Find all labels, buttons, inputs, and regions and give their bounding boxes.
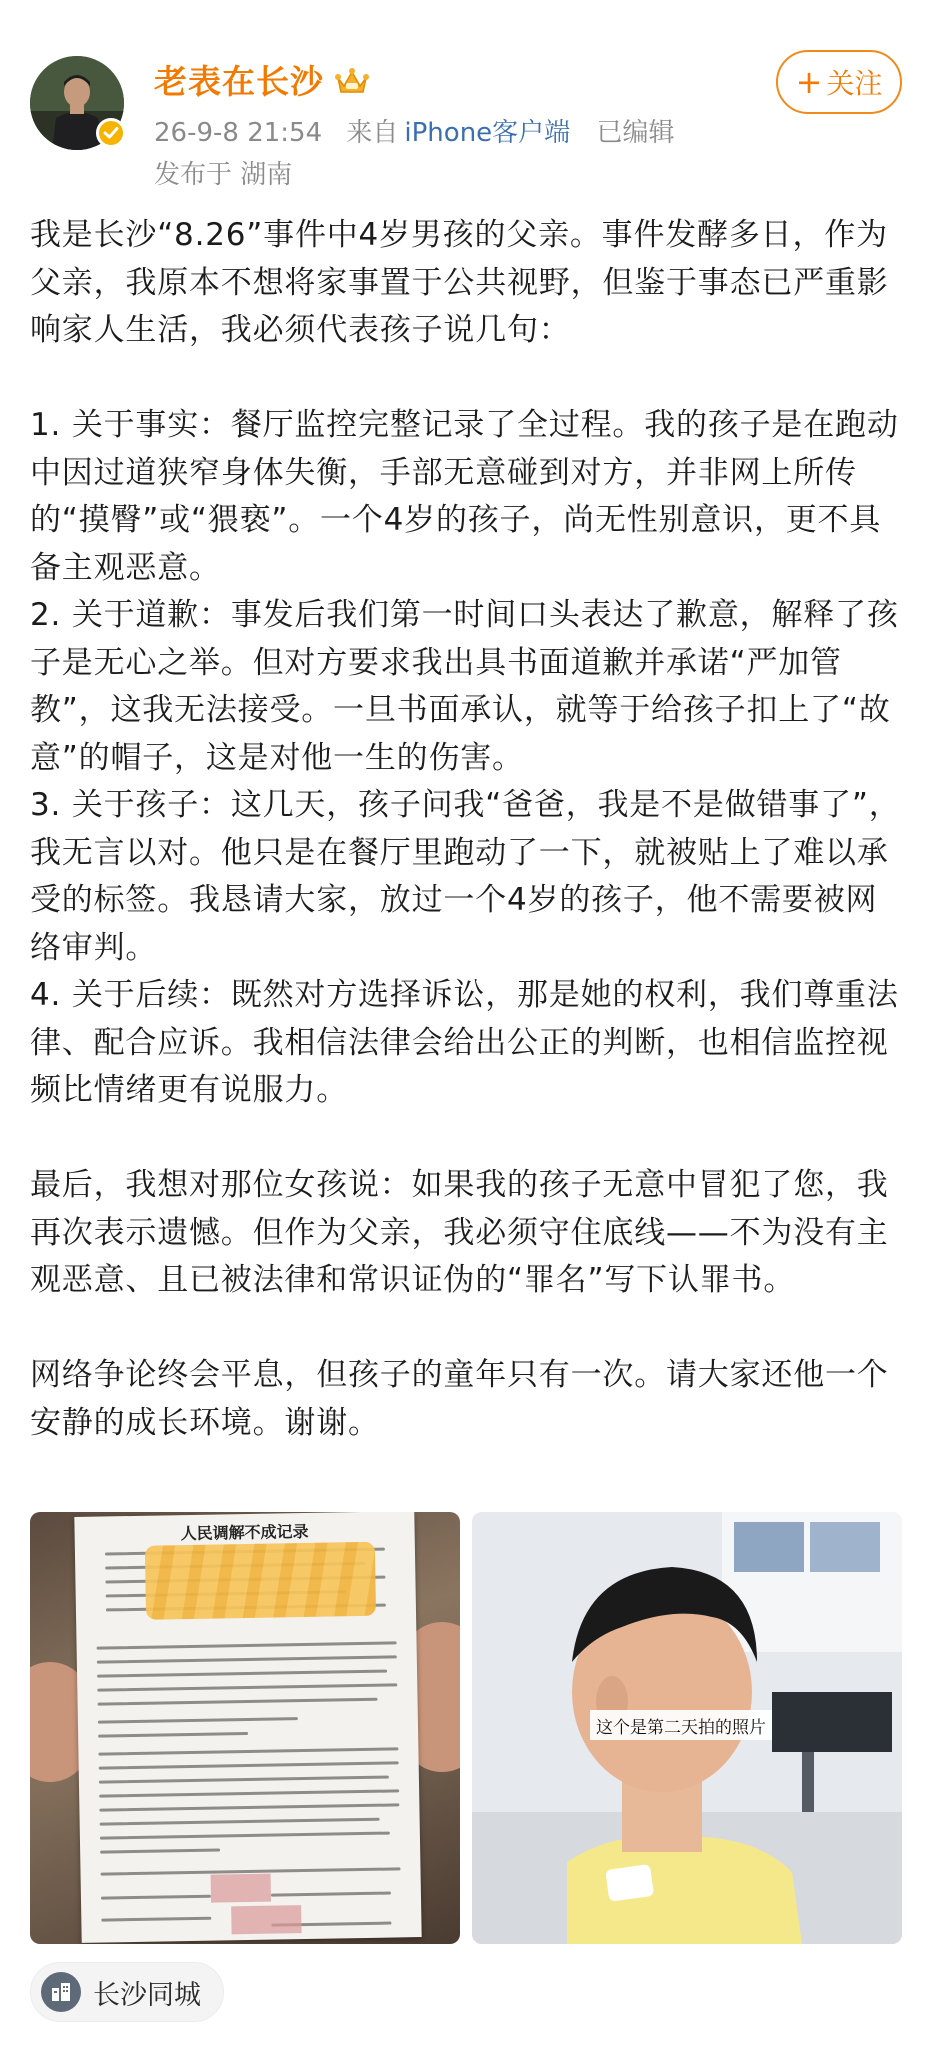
post-images: [30, 1512, 902, 1944]
topic-chip[interactable]: [30, 1962, 224, 2022]
client-link[interactable]: iPhone客户端: [404, 118, 571, 148]
document-line: [101, 1917, 211, 1922]
document-line: [100, 1849, 220, 1854]
mediation-document-image[interactable]: [30, 1512, 460, 1944]
document-line: [101, 1895, 211, 1900]
document-line: [99, 1803, 399, 1811]
paragraph-gap: [30, 1305, 902, 1353]
paragraph-point-3: 3. 关于孩子：这几天，孩子问我“爸爸，我是不是做错事了”，我无言以对。他只是在餐厅里跑动了一下，就被贴上了难以承受的标签。我恳请大家，放过一个4岁的孩子，他不需要被网络审判。: [30, 787, 901, 966]
edited-label[interactable]: 已编辑: [596, 118, 675, 148]
redaction-mark: [231, 1905, 301, 1934]
paragraph-final: 最后，我想对那位女孩说：如果我的孩子无意中冒犯了您，我再次表示遗憾。但作为父亲，我必须守住底线——不为没有主观恶意、且已被法律和常识证伪的“罪名”写下认罪书。: [30, 1167, 889, 1298]
document-line: [97, 1683, 397, 1691]
document-line: [99, 1789, 399, 1797]
document-line: [98, 1717, 298, 1723]
source-prefix: 来自: [346, 118, 399, 148]
document-line: [97, 1641, 397, 1649]
post-header: [0, 0, 930, 190]
paragraph-closing: 网络争论终会平息，但孩子的童年只有一次。请大家还他一个安静的成长环境。谢谢。: [30, 1357, 889, 1441]
post-location: 发布于 湖南: [154, 160, 293, 190]
post-content: [30, 212, 902, 1447]
document-line: [98, 1747, 398, 1755]
document-line: [271, 1892, 391, 1897]
document-line: [97, 1655, 397, 1663]
document-line: [98, 1698, 378, 1706]
topic-label: 长沙同城: [93, 1979, 201, 2011]
paragraph-gap: [30, 355, 902, 403]
author-name-row[interactable]: [154, 56, 370, 103]
child-photo-image[interactable]: [472, 1512, 902, 1944]
crown-icon: [334, 65, 370, 95]
verified-badge-icon: [96, 118, 126, 148]
document-line: [97, 1670, 387, 1678]
redaction-mark: [145, 1542, 376, 1620]
post-meta: [154, 112, 690, 149]
document-line: [99, 1761, 399, 1769]
document-line: [100, 1818, 380, 1826]
post-timestamp: 26-9-8 21:54: [154, 118, 323, 148]
document-line: [99, 1776, 389, 1784]
document-line: [98, 1732, 248, 1738]
author-name[interactable]: 老表在长沙: [154, 62, 324, 101]
redaction-mark: [211, 1874, 271, 1903]
document-line: [100, 1832, 390, 1840]
photo-caption: 这个是第二天拍的照片: [590, 1710, 772, 1740]
paragraph-point-2: 2. 关于道歉：事发后我们第一时间口头表达了歉意，解释了孩子是无心之举。但对方要求我出具书面道歉并承诺“严加管教”，这我无法接受。一旦书面承认，就等于给孩子扣上了“故意”的帽子，这是对他一生的伤害。: [30, 597, 899, 776]
document-paper: [74, 1512, 421, 1943]
paragraph-intro: 我是长沙“8.26”事件中4岁男孩的父亲。事件发酵多日，作为父亲，我原本不想将家事置于公共视野，但鉴于事态已严重影响家人生活，我必须代表孩子说几句：: [30, 217, 889, 348]
author-avatar[interactable]: [30, 56, 124, 150]
paragraph-gap: [30, 1115, 902, 1163]
follow-label: 关注: [826, 67, 883, 100]
paragraph-point-4: 4. 关于后续：既然对方选择诉讼，那是她的权利，我们尊重法律、配合应诉。我相信法律会给出公正的判断，也相信监控视频比情绪更有说服力。: [30, 977, 899, 1108]
plus-icon: +: [795, 63, 823, 101]
document-title: 人民调解不成记录: [180, 1521, 309, 1544]
follow-button[interactable]: [776, 50, 902, 114]
paragraph-point-1: 1. 关于事实：餐厅监控完整记录了全过程。我的孩子是在跑动中因过道狭窄身体失衡，手部无意碰到对方，并非网上所传的“摸臀”或“猥亵”。一个4岁的孩子，尚无性别意识，更不具备主观恶意。: [30, 407, 899, 586]
city-building-icon: [41, 1972, 81, 2012]
